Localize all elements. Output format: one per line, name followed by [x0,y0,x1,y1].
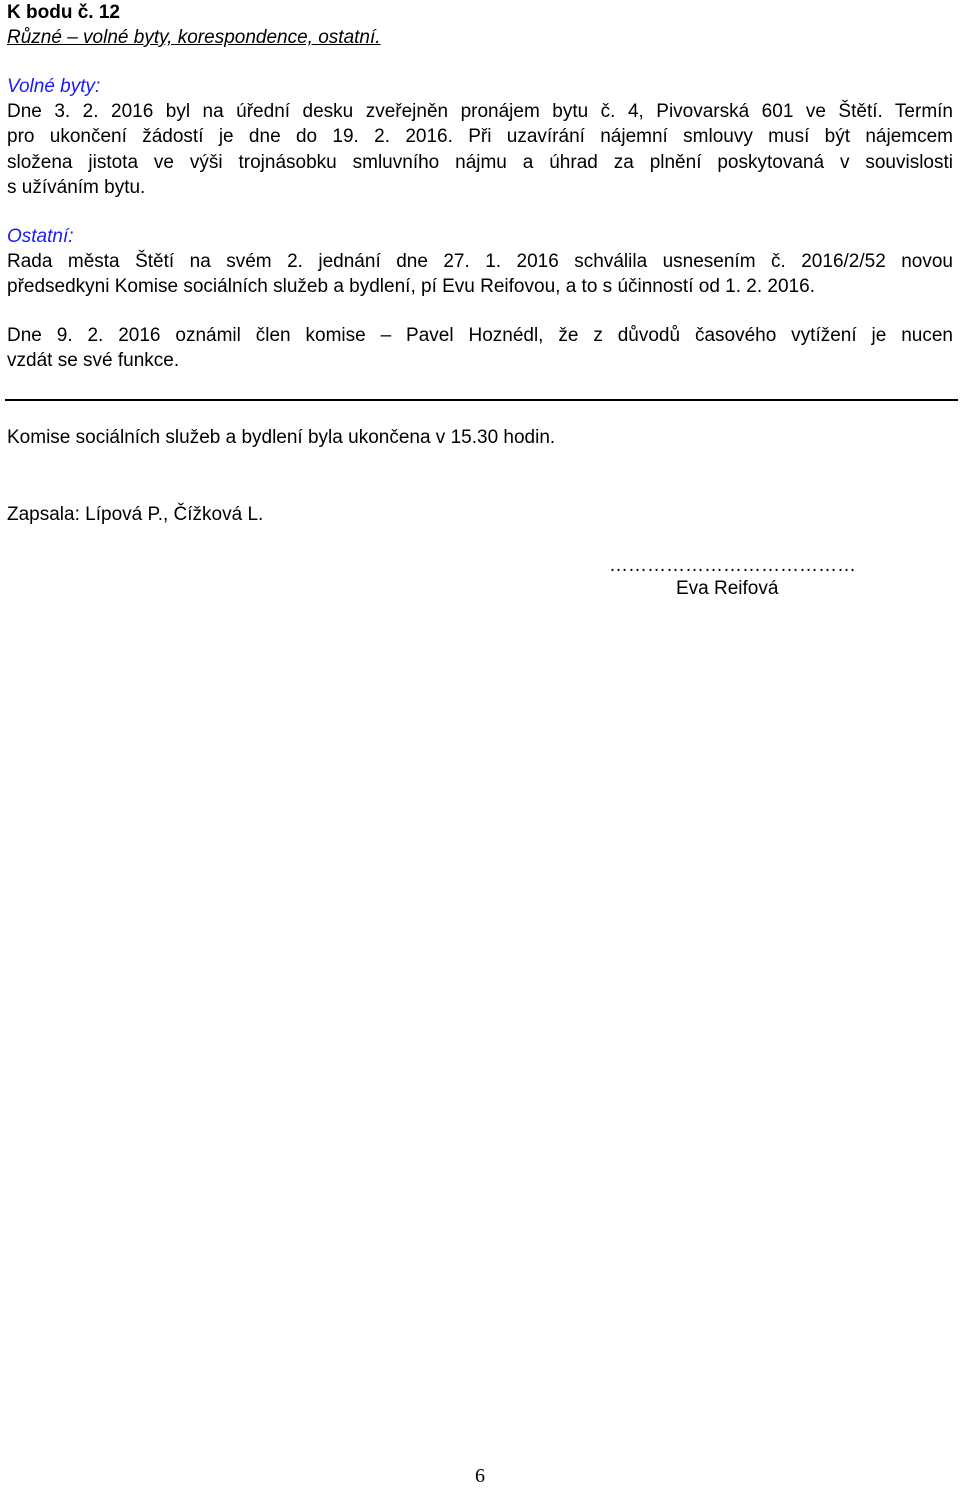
signature-name: Eva Reifová [676,578,779,599]
paragraph-line: Dne 3. 2. 2016 byl na úřední desku zveřejněn pronájem bytu č. 4, Pivovarská 601 ve Štětí. Termín [7,101,953,122]
recorded-by: Zapsala: Lípová P., Čížková L. [7,504,264,525]
paragraph-line: vzdát se své funkce. [7,350,180,371]
paragraph-line: složena jistota ve výši trojnásobku smluvního nájmu a úhrad za plnění poskytovaná v souvislosti [7,152,953,173]
horizontal-divider [5,399,958,401]
closing-statement: Komise sociálních služeb a bydlení byla ukončena v 15.30 hodin. [7,427,556,448]
paragraph-line: Rada města Štětí na svém 2. jednání dne 27. 1. 2016 schválila usnesením č. 2016/2/52 novou [7,251,953,272]
item-subtitle: Různé – volné byty, korespondence, ostatní. [7,27,381,48]
section-label-other: Ostatní: [7,226,74,247]
section-label-free-flats: Volné byty: [7,76,101,97]
paragraph-line: předsedkyni Komise sociálních služeb a bydlení, pí Evu Reifovou, a to s účinností od 1. 2. 2016. [7,276,815,297]
paragraph-line: pro ukončení žádostí je dne do 19. 2. 2016. Při uzavírání nájemní smlouvy musí být nájemcem [7,126,953,147]
signature-line: ………………………………… [609,555,856,576]
paragraph-line: Dne 9. 2. 2016 oznámil člen komise – Pavel Hoznédl, že z důvodů časového vytížení je nucen [7,325,953,346]
page-number: 6 [475,1465,485,1487]
paragraph-line: s užíváním bytu. [7,177,146,198]
item-heading: K bodu č. 12 [7,2,120,23]
